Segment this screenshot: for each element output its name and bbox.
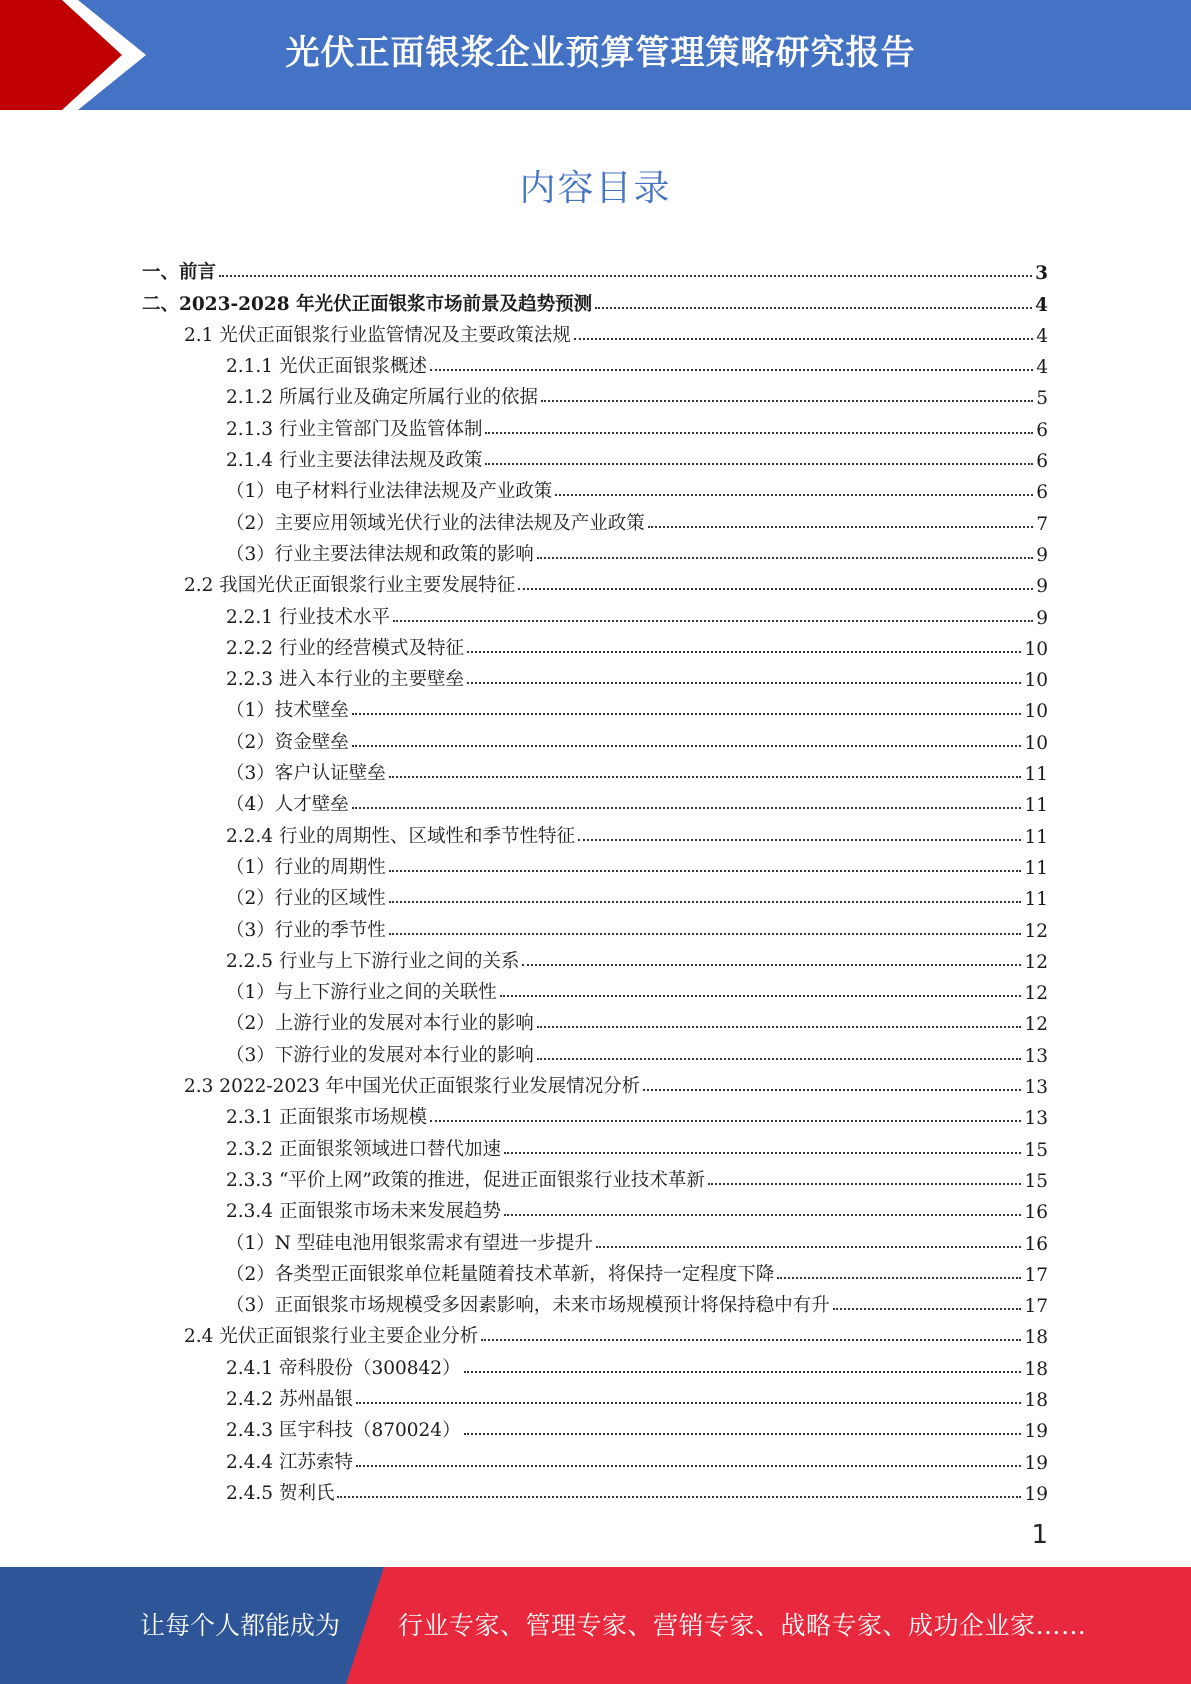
toc-entry-label: （2）主要应用领域光伏行业的法律法规及产业政策	[226, 512, 645, 534]
toc-entry-label: 二、2023-2028 年光伏正面银浆市场前景及趋势预测	[142, 293, 593, 315]
report-title: 光伏正面银浆企业预算管理策略研究报告	[285, 33, 916, 73]
toc-entry-page: 9	[1036, 544, 1048, 566]
toc-entry[interactable]	[142, 1442, 1048, 1473]
toc-entry-page: 17	[1024, 1296, 1048, 1318]
toc-leader-dots	[537, 557, 1033, 559]
toc-entry-page: 19	[1024, 1452, 1048, 1474]
toc-entry-page: 13	[1024, 1045, 1048, 1067]
toc-entry-label: 2.3.3 “平价上网”政策的推进，促进正面银浆行业技术革新	[226, 1169, 705, 1191]
toc-entry-label: （3）行业的季节性	[226, 919, 386, 941]
toc-entry-page: 11	[1024, 826, 1048, 848]
toc-entry-page: 9	[1036, 607, 1048, 629]
toc-entry[interactable]	[142, 973, 1048, 1004]
toc-leader-dots	[430, 1120, 1021, 1122]
toc-entry[interactable]	[142, 347, 1048, 378]
toc-entry[interactable]	[142, 1192, 1048, 1223]
toc-entry[interactable]	[142, 1411, 1048, 1442]
toc-entry-label: 2.2.3 进入本行业的主要壁垒	[226, 669, 464, 691]
toc-entry-label: 2.4.3 匡宇科技（870024）	[226, 1420, 461, 1442]
toc-leader-dots	[574, 338, 1033, 340]
toc-entry-page: 19	[1024, 1421, 1048, 1443]
toc-entry-label: 2.4 光伏正面银浆行业主要企业分析	[184, 1326, 479, 1348]
toc-entry[interactable]	[142, 722, 1048, 753]
toc-entry[interactable]	[142, 848, 1048, 879]
toc-entry-label: 2.3.1 正面银浆市场规模	[226, 1107, 427, 1129]
toc-entry-label: 2.4.4 江苏索特	[226, 1451, 353, 1473]
footer-slogan: 让每个人都能成为	[140, 1611, 341, 1640]
toc-leader-dots	[464, 1433, 1022, 1435]
toc-entry-label: （1）电子材料行业法律法规及产业政策	[226, 481, 553, 503]
toc-entry[interactable]	[142, 1380, 1048, 1411]
toc-leader-dots	[537, 1058, 1022, 1060]
toc-entry[interactable]	[142, 1255, 1048, 1286]
toc-entry-label: （3）正面银浆市场规模受多因素影响，未来市场规模预计将保持稳中有升	[226, 1295, 830, 1317]
footer-roles: 行业专家、管理专家、营销专家、战略专家、成功企业家……	[398, 1611, 1087, 1640]
toc-entry-label: 2.1.2 所属行业及确定所属行业的依据	[226, 387, 538, 409]
toc-entry[interactable]	[142, 1317, 1048, 1348]
toc-leader-dots	[500, 995, 1022, 997]
toc-entry[interactable]	[142, 1223, 1048, 1254]
toc-entry[interactable]	[142, 1474, 1048, 1505]
toc-entry-label: （2）各类型正面银浆单位耗量随着技术革新，将保持一定程度下降	[226, 1263, 775, 1285]
toc-entry-label: （1）N 型硅电池用银浆需求有望进一步提升	[226, 1232, 593, 1254]
toc-entry[interactable]	[142, 910, 1048, 941]
toc-entry[interactable]	[142, 253, 1048, 284]
toc-entry-page: 11	[1024, 795, 1048, 817]
toc-leader-dots	[518, 588, 1033, 590]
toc-leader-dots	[481, 1339, 1021, 1341]
toc-leader-dots	[389, 776, 1022, 778]
toc-entry[interactable]	[142, 942, 1048, 973]
toc-entry-page: 6	[1036, 419, 1048, 441]
toc-entry-page: 16	[1024, 1233, 1048, 1255]
toc-entry-label: 2.3.2 正面银浆领域进口替代加速	[226, 1138, 501, 1160]
toc-entry-page: 12	[1024, 951, 1048, 973]
toc-entry-label: 2.3 2022-2023 年中国光伏正面银浆行业发展情况分析	[184, 1076, 641, 1098]
toc-leader-dots	[352, 807, 1022, 809]
toc-entry[interactable]	[142, 1098, 1048, 1129]
toc-entry[interactable]	[142, 535, 1048, 566]
toc-entry-label: 2.4.2 苏州晶银	[226, 1388, 353, 1410]
toc-entry[interactable]	[142, 660, 1048, 691]
toc-leader-dots	[537, 1026, 1022, 1028]
toc-entry[interactable]	[142, 1067, 1048, 1098]
toc-leader-dots	[708, 1183, 1022, 1185]
toc-entry-label: 2.1.3 行业主管部门及监管体制	[226, 418, 483, 440]
toc-entry-label: （3）下游行业的发展对本行业的影响	[226, 1044, 534, 1066]
toc-leader-dots	[504, 1152, 1021, 1154]
toc-entry-page: 4	[1036, 357, 1048, 379]
toc-entry-page: 13	[1024, 1108, 1048, 1130]
toc-entry-label: 2.2 我国光伏正面银浆行业主要发展特征	[184, 575, 516, 597]
toc-leader-dots	[393, 620, 1033, 622]
toc-entry[interactable]	[142, 378, 1048, 409]
toc-entry[interactable]	[142, 284, 1048, 315]
toc-entry[interactable]	[142, 1129, 1048, 1160]
toc-leader-dots	[389, 901, 1022, 903]
table-of-contents	[142, 253, 1048, 1505]
toc-entry-label: 2.2.2 行业的经营模式及特征	[226, 637, 464, 659]
toc-entry-page: 18	[1024, 1389, 1048, 1411]
toc-entry-page: 11	[1024, 764, 1048, 786]
toc-leader-dots	[219, 275, 1032, 277]
toc-entry-page: 5	[1036, 388, 1048, 410]
toc-entry-page: 11	[1024, 857, 1048, 879]
toc-entry-label: （2）上游行业的发展对本行业的影响	[226, 1013, 534, 1035]
toc-entry-label: （3）行业主要法律法规和政策的影响	[226, 543, 534, 565]
toc-leader-dots	[833, 1308, 1022, 1310]
toc-entry[interactable]	[142, 785, 1048, 816]
toc-leader-dots	[596, 1246, 1022, 1248]
toc-entry-page: 10	[1024, 670, 1048, 692]
toc-entry-label: （1）与上下游行业之间的关联性	[226, 982, 497, 1004]
toc-leader-dots	[356, 1465, 1022, 1467]
toc-entry-label: 一、前言	[142, 262, 217, 284]
toc-entry[interactable]	[142, 629, 1048, 660]
toc-leader-dots	[430, 369, 1033, 371]
toc-entry-label: 2.2.1 行业技术水平	[226, 606, 390, 628]
toc-heading: 内容目录	[519, 168, 672, 209]
toc-entry-page: 11	[1024, 889, 1048, 911]
toc-entry-page: 6	[1036, 451, 1048, 473]
toc-entry-page: 4	[1035, 294, 1048, 316]
toc-entry-label: 2.1 光伏正面银浆行业监管情况及主要政策法规	[184, 324, 571, 346]
toc-entry-label: 2.1.1 光伏正面银浆概述	[226, 356, 427, 378]
toc-entry-label: （1）技术壁垒	[226, 700, 349, 722]
toc-leader-dots	[389, 933, 1022, 935]
toc-entry-label: （2）行业的区域性	[226, 888, 386, 910]
toc-entry-label: 2.2.5 行业与上下游行业之间的关系	[226, 950, 520, 972]
toc-entry-page: 13	[1024, 1077, 1048, 1099]
toc-leader-dots	[464, 1371, 1022, 1373]
toc-leader-dots	[522, 964, 1021, 966]
toc-entry-page: 17	[1024, 1264, 1048, 1286]
toc-entry-page: 18	[1024, 1327, 1048, 1349]
toc-entry-page: 19	[1024, 1483, 1048, 1505]
toc-leader-dots	[337, 1496, 1021, 1498]
toc-entry[interactable]	[142, 691, 1048, 722]
page-footer	[0, 1567, 1191, 1684]
toc-entry-page: 10	[1024, 701, 1048, 723]
toc-entry[interactable]	[142, 472, 1048, 503]
toc-entry-page: 15	[1024, 1139, 1048, 1161]
toc-leader-dots	[648, 526, 1033, 528]
toc-leader-dots	[485, 432, 1033, 434]
toc-entry-page: 6	[1036, 482, 1048, 504]
toc-entry-label: 2.2.4 行业的周期性、区域性和季节性特征	[226, 825, 575, 847]
toc-leader-dots	[504, 1214, 1021, 1216]
toc-leader-dots	[389, 870, 1022, 872]
toc-entry-page: 18	[1024, 1358, 1048, 1380]
toc-entry[interactable]	[142, 1286, 1048, 1317]
toc-leader-dots	[356, 1402, 1022, 1404]
toc-leader-dots	[467, 651, 1021, 653]
toc-entry[interactable]	[142, 566, 1048, 597]
toc-entry-page: 4	[1036, 325, 1048, 347]
page-number: 1	[1031, 1520, 1048, 1550]
toc-entry-label: （3）客户认证壁垒	[226, 763, 386, 785]
toc-entry-page: 9	[1036, 576, 1048, 598]
toc-leader-dots	[595, 307, 1032, 309]
toc-leader-dots	[352, 713, 1022, 715]
toc-entry[interactable]	[142, 503, 1048, 534]
toc-entry-page: 10	[1024, 732, 1048, 754]
toc-entry-page: 12	[1024, 920, 1048, 942]
toc-entry-page: 15	[1024, 1170, 1048, 1192]
toc-entry-page: 12	[1024, 1014, 1048, 1036]
toc-entry-page: 12	[1024, 983, 1048, 1005]
toc-entry-page: 3	[1035, 263, 1048, 285]
toc-entry[interactable]	[142, 754, 1048, 785]
toc-entry-page: 16	[1024, 1202, 1048, 1224]
toc-leader-dots	[352, 745, 1022, 747]
toc-leader-dots	[485, 463, 1033, 465]
toc-entry-label: 2.1.4 行业主要法律法规及政策	[226, 450, 483, 472]
toc-entry-page: 7	[1036, 513, 1048, 535]
toc-entry[interactable]	[142, 409, 1048, 440]
toc-entry[interactable]	[142, 1004, 1048, 1035]
toc-entry[interactable]	[142, 597, 1048, 628]
toc-entry[interactable]	[142, 441, 1048, 472]
toc-entry-label: 2.3.4 正面银浆市场未来发展趋势	[226, 1201, 501, 1223]
toc-leader-dots	[555, 494, 1033, 496]
page-header	[0, 0, 1191, 110]
toc-entry-page: 10	[1024, 638, 1048, 660]
toc-leader-dots	[578, 839, 1021, 841]
toc-leader-dots	[643, 1089, 1021, 1091]
toc-entry[interactable]	[142, 816, 1048, 847]
toc-entry[interactable]	[142, 316, 1048, 347]
toc-entry[interactable]	[142, 1348, 1048, 1379]
toc-entry-label: 2.4.5 贺利氏	[226, 1482, 335, 1504]
toc-leader-dots	[777, 1277, 1021, 1279]
toc-entry-label: （1）行业的周期性	[226, 856, 386, 878]
toc-leader-dots	[541, 400, 1033, 402]
toc-leader-dots	[467, 682, 1021, 684]
toc-entry-label: 2.4.1 帝科股份（300842）	[226, 1357, 461, 1379]
toc-entry[interactable]	[142, 1035, 1048, 1066]
toc-entry-label: （2）资金壁垒	[226, 731, 349, 753]
toc-entry[interactable]	[142, 1161, 1048, 1192]
toc-entry-label: （4）人才壁垒	[226, 794, 349, 816]
toc-entry[interactable]	[142, 879, 1048, 910]
